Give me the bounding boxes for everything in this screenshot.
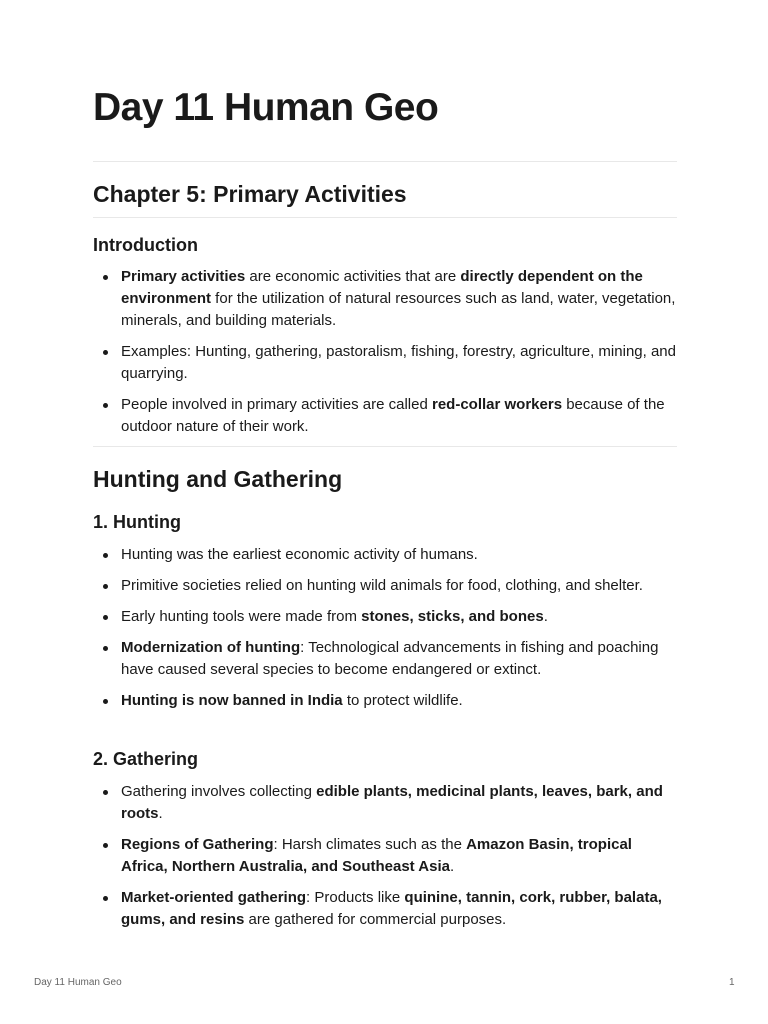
gathering-list — [93, 781, 677, 940]
footer-title: Day 11 Human Geo — [34, 977, 122, 988]
intro-heading: Introduction — [93, 235, 198, 255]
page-title: Day 11 Human Geo — [93, 86, 439, 129]
list-item: Modernization of hunting: Technological advancements in fishing and poaching have caused several species to become endangered or extinct. — [93, 637, 677, 681]
chapter-heading: Chapter 5: Primary Activities — [93, 181, 407, 207]
divider — [93, 161, 677, 162]
list-item: Early hunting tools were made from stones, sticks, and bones. — [93, 606, 677, 628]
section-heading: Hunting and Gathering — [93, 466, 343, 492]
list-item: Hunting is now banned in India to protect wildlife. — [93, 690, 677, 712]
list-item: People involved in primary activities are called red-collar workers because of the outdoor nature of their work. — [93, 394, 677, 438]
divider — [93, 217, 677, 218]
page-number: 1 — [729, 977, 735, 988]
divider — [93, 446, 677, 447]
list-item: Market-oriented gathering: Products like quinine, tannin, cork, rubber, balata, gums, and resins are gathered for commercial purposes. — [93, 887, 677, 931]
list-item: Primitive societies relied on hunting wild animals for food, clothing, and shelter. — [93, 575, 677, 597]
list-item: Gathering involves collecting edible plants, medicinal plants, leaves, bark, and roots. — [93, 781, 677, 825]
list-item: Hunting was the earliest economic activity of humans. — [93, 544, 677, 566]
hunting-list — [93, 544, 677, 721]
list-item: Regions of Gathering: Harsh climates such as the Amazon Basin, tropical Africa, Northern Australia, and Southeast Asia. — [93, 834, 677, 878]
intro-list — [93, 266, 677, 447]
hunting-heading: 1. Hunting — [93, 512, 181, 532]
list-item: Examples: Hunting, gathering, pastoralism, fishing, forestry, agriculture, mining, and quarrying. — [93, 341, 677, 385]
gathering-heading: 2. Gathering — [93, 749, 199, 769]
list-item: Primary activities are economic activities that are directly dependent on the environment for the utilization of natural resources such as land, water, vegetation, minerals, and building materials. — [93, 266, 677, 332]
